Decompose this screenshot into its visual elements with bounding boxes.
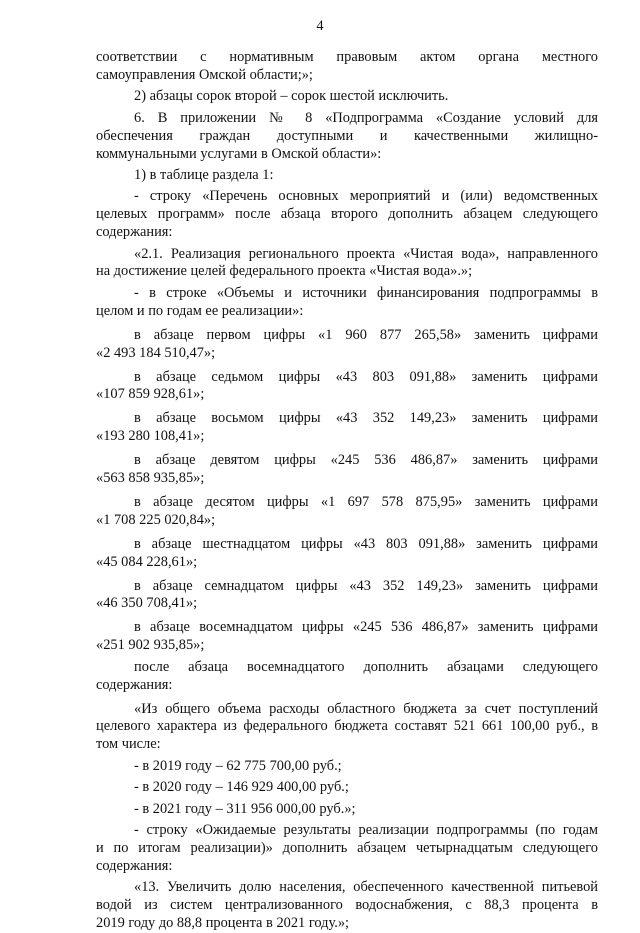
text-line: обеспечения граждан доступными и качественными жилищно- [96, 127, 598, 144]
text-line: - в 2021 году – 311 956 000,00 руб.»; [134, 800, 356, 817]
text-line: «193 280 108,41»; [96, 428, 205, 445]
text-line: коммунальными услугами в Омской области»: [96, 145, 382, 162]
text-line: на достижение целей федерального проекта «Чистая вода».»; [96, 263, 473, 280]
text-line: в абзаце семнадцатом цифры «43 352 149,23» заменить цифрами [134, 577, 598, 594]
text-line: 2019 году до 88,8 процента в 2021 году.»; [96, 914, 350, 931]
text-line: 2) абзацы сорок второй – сорок шестой исключить. [134, 88, 449, 105]
text-line: в абзаце первом цифры «1 960 877 265,58» заменить цифрами [134, 326, 598, 343]
text-line: «Из общего объема расходы областного бюджета за счет поступлений [134, 700, 598, 717]
text-line: в абзаце седьмом цифры «43 803 091,88» заменить цифрами [134, 368, 598, 385]
text-line: в абзаце восьмом цифры «43 352 149,23» заменить цифрами [134, 410, 598, 427]
text-line: «13. Увеличить долю населения, обеспеченного качественной питьевой [134, 879, 598, 896]
text-line: том числе: [96, 736, 161, 753]
text-line: 1) в таблице раздела 1: [134, 166, 274, 183]
text-line: целевого характера из федерального бюджета составят 521 661 100,00 руб., в [96, 718, 598, 735]
text-line: соответствии с нормативным правовым актом органа местного [96, 49, 598, 65]
text-line: - в строке «Объемы и источники финансирования подпрограммы в [134, 284, 598, 301]
text-line: содержания: [96, 857, 173, 874]
text-line: «563 858 935,85»; [96, 470, 205, 487]
text-line: «1 708 225 020,84»; [96, 511, 216, 528]
text-line: «2 493 184 510,47»; [96, 344, 216, 361]
text-line: после абзаца восемнадцатого дополнить абзацами следующего [134, 658, 598, 675]
text-line: в абзаце восемнадцатом цифры «245 536 486,87» заменить цифрами [134, 619, 598, 636]
text-line: 6. В приложении № 8 «Подпрограмма «Создание условий для [134, 109, 598, 126]
text-line: в абзаце девятом цифры «245 536 486,87» заменить цифрами [134, 452, 598, 469]
page-number: 4 [316, 18, 324, 34]
text-line: «46 350 708,41»; [96, 595, 198, 612]
text-line: самоуправления Омской области;»; [96, 66, 313, 83]
document-body [96, 49, 598, 933]
text-line: содержания: [96, 676, 173, 693]
text-line: целом и по годам ее реализации»: [96, 302, 304, 319]
text-line: «107 859 928,61»; [96, 386, 205, 403]
text-line: «2.1. Реализация регионального проекта «Чистая вода», направленного [134, 245, 598, 262]
text-line: - строку «Перечень основных мероприятий и (или) ведомственных [134, 188, 598, 205]
text-line: - строку «Ожидаемые результаты реализации подпрограммы (по годам [134, 821, 598, 838]
text-line: в абзаце шестнадцатом цифры «43 803 091,88» заменить цифрами [134, 535, 598, 552]
text-line: «45 084 228,61»; [96, 553, 198, 570]
text-line: содержания: [96, 224, 173, 241]
text-line: и по итогам реализации)» дополнить абзацем четырнадцатым следующего [96, 839, 598, 856]
text-line: «251 902 935,85»; [96, 637, 205, 654]
text-line: водой из систем централизованного водоснабжения, с 88,3 процента в [96, 897, 598, 914]
text-line: целевых программ» после абзаца второго дополнить абзацем следующего [96, 206, 598, 223]
text-line: - в 2020 году – 146 929 400,00 руб.; [134, 779, 349, 796]
text-line: - в 2019 году – 62 775 700,00 руб.; [134, 757, 342, 774]
text-line: в абзаце десятом цифры «1 697 578 875,95» заменить цифрами [134, 493, 598, 510]
